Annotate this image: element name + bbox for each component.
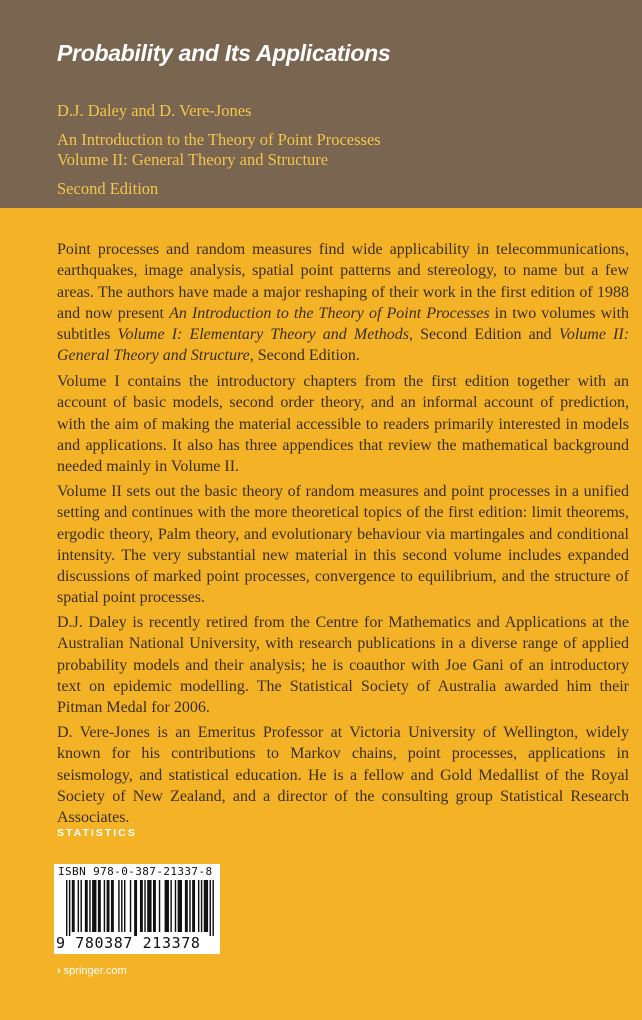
barcode-bar: [85, 880, 88, 932]
barcode-bar: [118, 880, 119, 932]
barcode-bar: [130, 880, 131, 932]
barcode-bar: [111, 880, 114, 932]
book-title-line-2: Volume II: General Theory and Structure: [57, 150, 329, 169]
barcode-bar: [134, 880, 137, 936]
barcode-bar: [170, 880, 171, 932]
header-band: [0, 0, 642, 208]
barcode-bar: [124, 880, 125, 932]
barcode-bar: [185, 880, 188, 932]
barcode-bar: [189, 880, 190, 932]
category-label: STATISTICS: [57, 827, 137, 839]
p1-text-c: , Second Edition and: [409, 326, 559, 344]
barcode-bar: [98, 880, 101, 932]
barcode-bar: [204, 880, 208, 932]
description-paragraph-2: Volume I contains the introductory chapters from the first edition together with an account of basic models, second order theory, and an informal account of prediction, with the aim of making the material accessible to readers primarily interested in models and applications. It also has three appendices that review the mathematical background needed mainly in Volume II.: [57, 373, 629, 476]
description-paragraph-1: [57, 239, 629, 367]
barcode-bar: [140, 880, 143, 932]
p1-text-d: Second Edition.: [253, 347, 360, 365]
barcode-bar: [198, 880, 199, 932]
barcode: [54, 864, 220, 954]
barcode-bar: [210, 880, 211, 936]
barcode-bar: [89, 880, 90, 932]
barcode-bar: [104, 880, 105, 932]
p1-italic-volume-1: Volume I: Elementary Theory and Methods: [117, 326, 410, 344]
barcode-bar: [78, 880, 79, 932]
edition: Second Edition: [57, 179, 159, 198]
barcode-bar: [69, 880, 70, 936]
barcode-bar: [159, 880, 160, 932]
barcode-bars: [54, 880, 220, 936]
p1-text-b: in two volumes with subtitles: [57, 304, 630, 344]
barcode-bar: [165, 880, 169, 932]
barcode-bar: [92, 880, 96, 932]
barcode-bar: [66, 880, 67, 936]
barcode-bar: [121, 880, 122, 932]
p1-italic-volume-2: Volume II: General Theory and Structure,: [57, 326, 630, 365]
description-paragraph-3: Volume II sets out the basic theory of random measures and point processes in a unified setting and continues with the more theoretical topics of the first edition: limit theorems, ergodic theory, Palm theory, and evolutionary behaviour via martingales and conditional intensity. The very substantial new material in this second volume includes expanded discussions of marked point processes, convergence to equilibrium, and the structure of spatial point processes.: [57, 483, 629, 607]
barcode-bar: [192, 880, 195, 932]
barcode-bar: [178, 880, 182, 932]
barcode-bar: [147, 880, 151, 932]
barcode-bar: [72, 880, 75, 932]
author-bio-daley: D.J. Daley is recently retired from the Centre for Mathematics and Applications at the Australian National University, with research publications in a diverse range of applied probability models and their analysis; he is coauthor with Joe Gani of an introductory text on epidemic modelling. The Statistical Society of Australia awarded him their Pitman Medal for 2006.: [57, 614, 629, 717]
series-title: Probability and Its Applications: [57, 40, 391, 66]
book-title-line-1: An Introduction to the Theory of Point Processes: [57, 130, 381, 149]
ean-digits: 9 780387 213378: [56, 934, 201, 952]
barcode-bar: [107, 880, 110, 932]
publisher-link[interactable]: [57, 965, 127, 977]
p1-text-a: Point processes and random measures find wide applicability in telecommunications, earthquakes, image analysis, spatial point patterns and stereology, to name but a few areas. The authors have made a major reshaping of their work in the first edition of 1988 and now present: [57, 241, 629, 322]
isbn-label: ISBN 978-0-387-21337-8: [58, 865, 213, 878]
barcode-bar: [144, 880, 145, 932]
publisher-link-text: springer.com: [63, 965, 127, 977]
barcode-bar: [212, 880, 213, 936]
p1-italic-title: An Introduction to the Theory of Point Processes: [169, 304, 490, 322]
barcode-bar: [201, 880, 202, 932]
chevron-right-icon: ›: [57, 965, 61, 977]
barcode-bar: [175, 880, 176, 932]
barcode-bar: [81, 880, 82, 932]
author-bio-vere-jones: D. Vere-Jones is an Emeritus Professor at Victoria University of Wellington, widely known for his contributions to Markov chains, point processes, applications in seismology, and statistical education. He is a fellow and Gold Medallist of the Royal Society of New Zealand, and a director of the consulting group Statistical Research Associates.: [57, 724, 629, 827]
barcode-bar: [153, 880, 156, 932]
authors: D.J. Daley and D. Vere-Jones: [57, 101, 252, 120]
